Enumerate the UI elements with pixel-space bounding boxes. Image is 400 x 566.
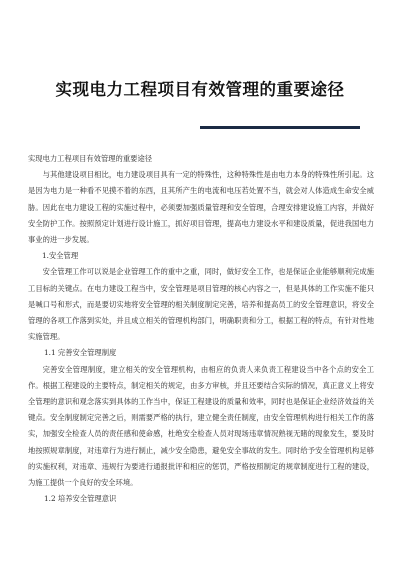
intro-paragraph: 与其他建设项目相比，电力建设项目具有一定的特殊性，这种特殊性是由电力本身的特殊性所引起。这是因为电力是一种看不见摸不着的东西，且其所产生的电流和电压若处置不当，就会对人体造成生命安全威胁。因此在电力建设工程的实施过程中，必须要加强质量管理和安全管理，合理安排建设施工内容，并做好安全防护工作。按照预定计划进行设计施工，抓好项目管理，提高电力建设水平和建设质量，促进我国电力事业的进一步发展。	[28, 170, 374, 245]
section-heading-safety-awareness: 1.2 培养安全管理意识	[44, 494, 117, 504]
section-heading-safety-management: 1.安全管理	[42, 251, 79, 261]
section-heading-safety-system: 1.1 完善安全管理制度	[44, 348, 117, 358]
document-title: 实现电力工程项目有效管理的重要途径	[55, 80, 345, 99]
document-subtitle: 实现电力工程项目有效管理的重要途径	[28, 154, 153, 163]
section-paragraph-safety-management: 安全管理工作可以说是企业管理工作的重中之重，同时，做好安全工作，也是保证企业能够顺利完成施工目标的关键点。在电力建设工程当中，安全管理是项目管理的核心内容之一，但是具体的工作实施不能只是喊口号和形式，而是要切实地将安全管理的相关制度制定完善，培养和提高员工的安全管理意识，将安全管理的各项工作落到实处，并且成立相关的管理机构部门，明确职责和分工，根据工程的特点，有针对性地实施管理。	[28, 267, 374, 342]
document-body	[28, 151, 374, 507]
section-paragraph-safety-system: 完善安全管理制度，建立相关的安全管理机构，由相应的负责人来负责工程建设当中各个点的安全工作。根据工程建设的主要特点，制定相关的规定，由多方审核，并且还要结合实际的情况，真正意义上将安全管理的意识和观念落实到具体的工作当中，保证工程建设的质量和效率，同时也是保证企业经济效益的关键点。安全制度制定完善之后，则需要严格的执行，建立健全责任制度，由安全管理机构进行相关工作的落实，加强安全检查人员的责任感和使命感，杜绝安全检查人员对现场违章情况熟视无睹的现象发生，要及时地按照规章制度，对违章行为进行制止，减少安全隐患，避免安全事故的发生。同时给予安全管理机构足够的实施权利，对违章、违规行为要进行通报批评和相应的惩罚，严格按照制定的规章制度进行工程的建设，为施工提供一个良好的安全环境。	[28, 364, 374, 488]
title-divider	[200, 126, 360, 129]
